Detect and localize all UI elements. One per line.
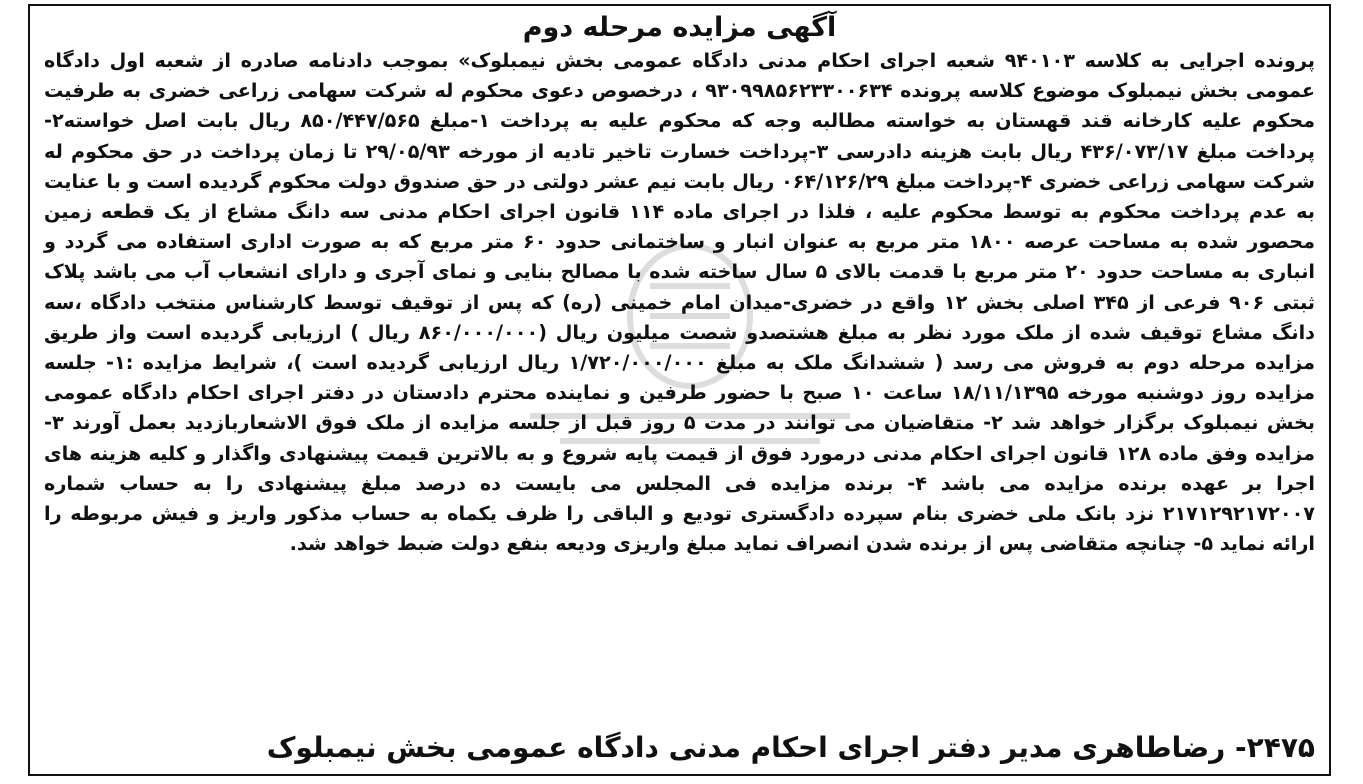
notice-title: آگهی مزایده مرحله دوم	[522, 12, 837, 43]
notice-body: پرونده اجرایی به کلاسه ۹۴۰۱۰۳ شعبه اجرای احکام مدنی دادگاه عمومی بخش نیمبلوک» بموجب دادنامه صادره از شعبه اول دادگاه عمومی بخش نیمبلوک موضوع کلاسه پرونده ۹۳۰۹۹۸۵۶۲۳۳۰۰۶۳۴ ، درخصوص دعوی محکوم له شرکت سهامی زراعی خضری به طرفیت محکوم علیه کارخانه قند قهستان به خواسته مطالبه وجه که محکوم علیه به پرداخت ۱-مبلغ ۸۵۰/۴۴۷/۵۶۵ ریال بابت اصل خواسته۲- پرداخت مبلغ ۴۳۶/۰۷۳/۱۷ ریال بابت هزینه دادرسی ۳-پرداخت خسارت تاخیر تادیه از مورخه ۲۹/۰۵/۹۳ تا زمان پرداخت در حق محکوم له شرکت سهامی زراعی خضری ۴-پرداخت مبلغ ۰۶۴/۱۲۶/۲۹ ریال بابت نیم عشر دولتی در حق صندوق دولت محکوم گردیده است و با عنایت به عدم پرداخت محکوم به توسط محکوم علیه ، فلذا در اجرای ماده ۱۱۴ قانون اجرای احکام مدنی سه دانگ مشاع از یک قطعه زمین محصور شده به مساحت عرصه ۱۸۰۰ متر مربع به عنوان انبار و ساختمانی حدود ۶۰ متر مربع که به صورت اداری استفاده می گردد و انباری به مساحت حدود ۲۰ متر مربع با قدمت بالای ۵ سال ساخته شده با مصالح بنایی و نمای آجری و دارای انشعاب آب می باشد پلاک ثبتی ۹۰۶ فرعی از ۳۴۵ اصلی بخش ۱۲ واقع در خضری-میدان امام خمینی (ره) که پس از توقیف توسط کارشناس منتخب دادگاه ،سه دانگ مشاع توقیف شده از ملک مورد نظر به مبلغ هشتصدو شصت میلیون ریال (۸۶۰/۰۰۰/۰۰۰ ریال ) ارزیابی گردیده است واز طریق مزایده مرحله دوم به فروش می رسد ( ششدانگ ملک به مبلغ ۱/۷۲۰/۰۰۰/۰۰۰ ریال ارزیابی گردیده است )، شرایط مزایده :۱- جلسه مزایده روز دوشنبه مورخه ۱۸/۱۱/۱۳۹۵ ساعت ۱۰ صبح با حضور طرفین و نماینده محترم دادستان در دفتر اجرای احکام دادگاه عمومی بخش نیمبلوک برگزار خواهد شد ۲- متقاضیان می توانند در مدت ۵ روز قبل از جلسه مزایده از ملک فوق الاشعاربازدید بعمل آورند ۳- مزایده وفق ماده ۱۲۸ قانون اجرای احکام مدنی درمورد فوق از قیمت پایه شروع و به بالاترین قیمت پیشنهادی واگذار و کلیه هزینه های اجرا بر عهده برنده مزایده می باشد ۴- برنده مزایده فی المجلس می بایست ده درصد مبلغ پیشنهادی را به حساب شماره ۲۱۷۱۲۹۲۱۷۲۰۰۷ نزد بانک ملی خضری بنام سپرده دادگستری تودیع و الباقی را ظرف یکماه به حساب مذکور واریز و فیش مربوطه را ارائه نماید ۵- چنانچه متقاضی پس از برنده شدن انصراف نماید مبلغ واریزی ودیعه بنفع دولت ضبط خواهد شد.	[44, 49, 1316, 556]
auction-notice	[28, 4, 1331, 776]
notice-signature: ۲۴۷۵- رضاطاهری مدیر دفتر اجرای احکام مدنی دادگاه عمومی بخش نیمبلوک	[266, 731, 1315, 764]
